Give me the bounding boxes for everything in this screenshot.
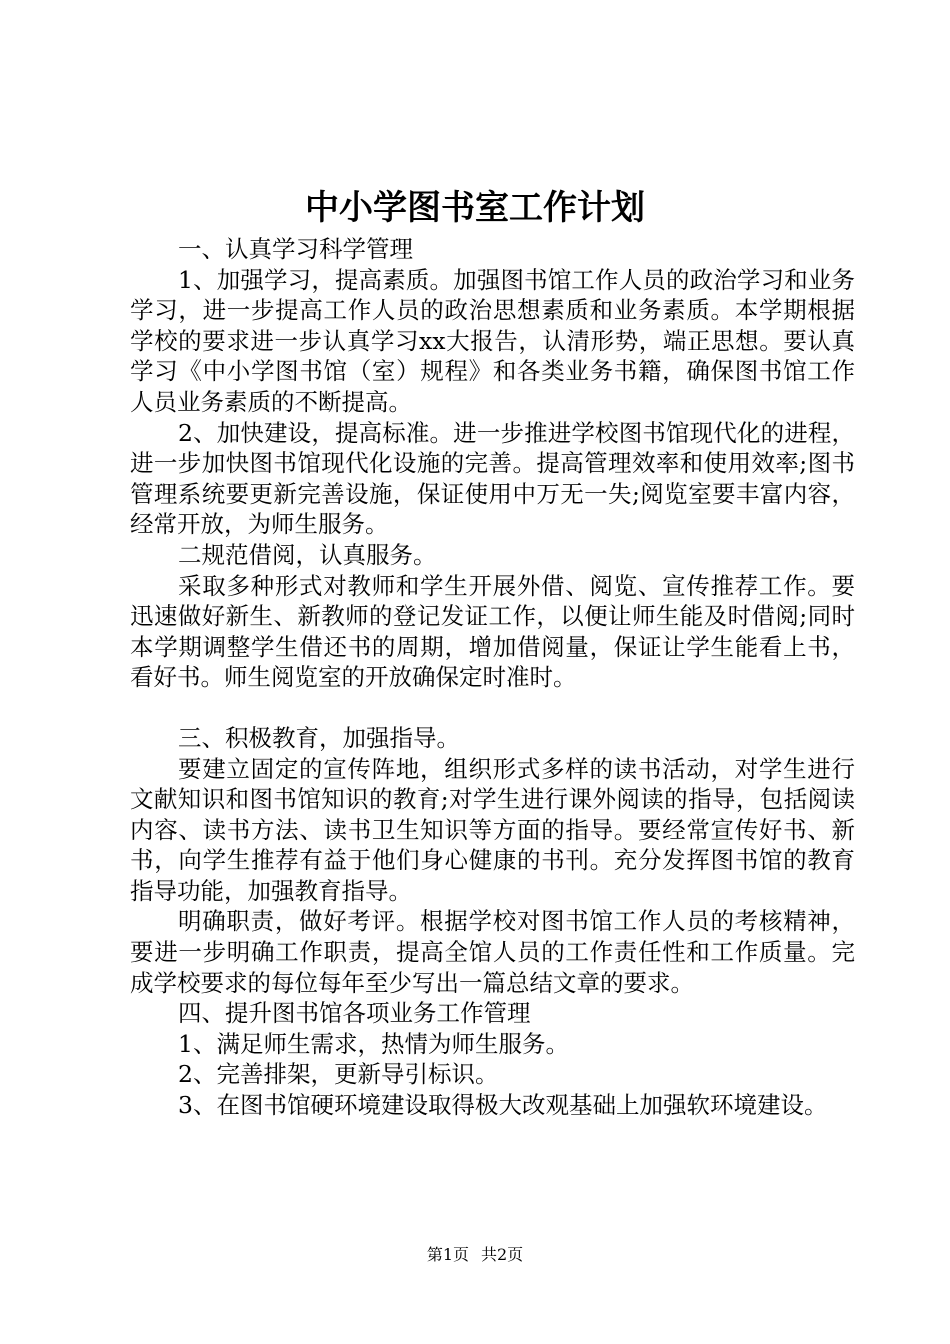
section-heading-3: 三、积极教育，加强指导。 bbox=[178, 723, 460, 752]
list-item-3: 3、在图书馆硬环境建设取得极大改观基础上加强软环境建设。 bbox=[178, 1091, 828, 1120]
paragraph-education: 要建立固定的宣传阵地，组织形式多样的读书活动，对学生进行文献知识和图书馆知识的教育;对学生进行课外阅读的指导，包括阅读内容、读书方法、读书卫生知识等方面的指导。要经常宣传好书、新书，向学生推荐有益于他们身心健康的书刊。充分发挥图书馆的教育指导功能，加强教育指导。 bbox=[130, 754, 855, 905]
section-heading-1: 一、认真学习科学管理 bbox=[178, 235, 413, 263]
paragraph-study: 1、加强学习，提高素质。加强图书馆工作人员的政治学习和业务学习，进一步提高工作人员的政治思想素质和业务素质。本学期根据学校的要求进一步认真学习xx大报告，认清形势，端正思想。要认真学习《中小学图书馆（室）规程》和各类业务书籍，确保图书馆工作人员业务素质的不断提高。 bbox=[130, 265, 855, 416]
document-body bbox=[130, 234, 855, 1121]
document-title: 中小学图书室工作计划 bbox=[305, 188, 645, 228]
section-heading-4: 四、提升图书馆各项业务工作管理 bbox=[178, 999, 531, 1028]
page-number: 第1页 bbox=[426, 1245, 469, 1264]
list-item-2: 2、完善排架，更新导引标识。 bbox=[178, 1060, 499, 1089]
page-footer bbox=[0, 1244, 950, 1266]
page-total: 共2页 bbox=[481, 1245, 524, 1264]
paragraph-construction: 2、加快建设，提高标准。进一步推进学校图书馆现代化的进程，进一步加快图书馆现代化设施的完善。提高管理效率和使用效率;图书管理系统要更新完善设施，保证使用中万无一失;阅览室要丰富内容，经常开放，为师生服务。 bbox=[130, 418, 855, 539]
paragraph-lending: 采取多种形式对教师和学生开展外借、阅览、宣传推荐工作。要迅速做好新生、新教师的登记发证工作，以便让师生能及时借阅;同时本学期调整学生借还书的周期，增加借阅量，保证让学生能看上书，看好书。师生阅览室的开放确保定时准时。 bbox=[130, 571, 855, 692]
section-heading-2: 二规范借阅，认真服务。 bbox=[178, 540, 437, 569]
paragraph-responsibility: 明确职责，做好考评。根据学校对图书馆工作人员的考核精神，要进一步明确工作职责，提高全馆人员的工作责任性和工作质量。完成学校要求的每位每年至少写出一篇总结文章的要求。 bbox=[130, 907, 855, 997]
list-item-1: 1、满足师生需求，热情为师生服务。 bbox=[178, 1029, 569, 1058]
